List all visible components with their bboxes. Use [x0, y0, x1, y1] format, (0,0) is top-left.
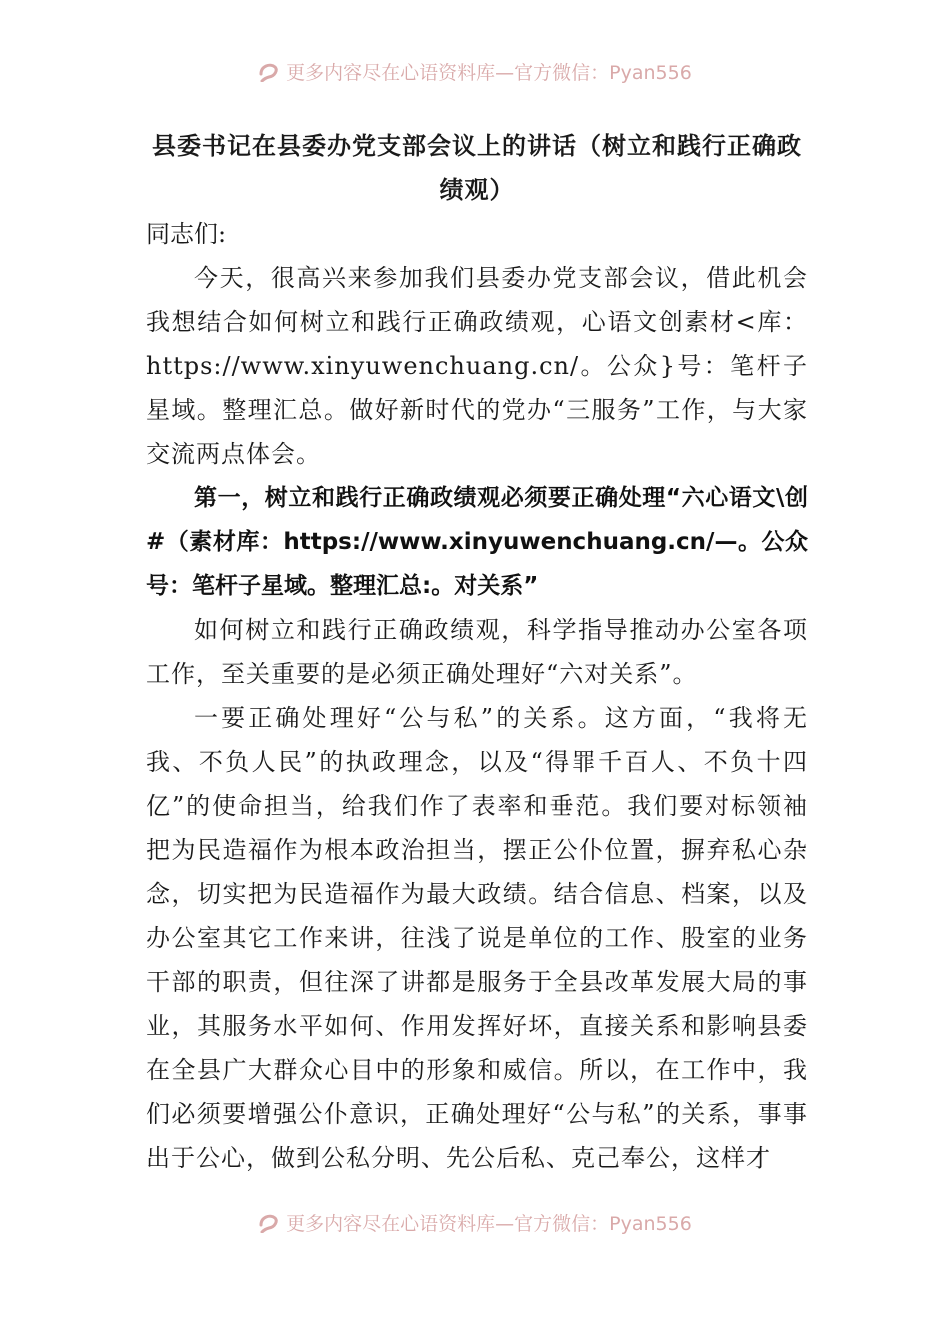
logo-icon	[258, 1211, 280, 1233]
watermark-footer	[0, 1207, 950, 1237]
document-title: 县委书记在县委办党支部会议上的讲话（树立和践行正确政绩观）	[152, 131, 802, 204]
watermark-text: 更多内容尽在心语资料库—官方微信：Pyan556	[286, 61, 692, 84]
section-heading-1: 第一，树立和践行正确政绩观必须要正确处理“六心语文\创#（素材库：https://www.xinyuwenchuang.cn/—。公众号：笔杆子星域。整理汇总:。对关系”	[146, 485, 808, 599]
watermark-text: 更多内容尽在心语资料库—官方微信：Pyan556	[286, 1212, 692, 1235]
paragraph-intro: 今天，很高兴来参加我们县委办党支部会议，借此机会我想结合如何树立和践行正确政绩观，心语文创素材<库：https://www.xinyuwenchuang.cn/。公众}号：笔杆子星域。整理汇总。做好新时代的党办“三服务”工作，与大家交流两点体会。	[146, 264, 808, 468]
document-page	[146, 124, 808, 1180]
logo-icon	[258, 60, 280, 82]
salutation: 同志们:	[146, 220, 227, 248]
paragraph-2: 如何树立和践行正确政绩观，科学指导推动办公室各项工作，至关重要的是必须正确处理好“六对关系”。	[146, 616, 808, 688]
paragraph-3: 一要正确处理好“公与私”的关系。这方面，“我将无我、不负人民”的执政理念，以及“得罪千百人、不负十四亿”的使命担当，给我们作了表率和垂范。我们要对标领袖把为民造福作为根本政治担当，摆正公仆位置，摒弃私心杂念，切实把为民造福作为最大政绩。结合信息、档案，以及办公室其它工作来讲，往浅了说是单位的工作、股室的业务干部的职责，但往深了讲都是服务于全县改革发展大局的事业，其服务水平如何、作用发挥好坏，直接关系和影响县委在全县广大群众心目中的形象和威信。所以，在工作中，我们必须要增强公仆意识，正确处理好“公与私”的关系，事事出于公心，做到公私分明、先公后私、克己奉公，这样才	[146, 704, 808, 1172]
watermark-header	[0, 56, 950, 86]
